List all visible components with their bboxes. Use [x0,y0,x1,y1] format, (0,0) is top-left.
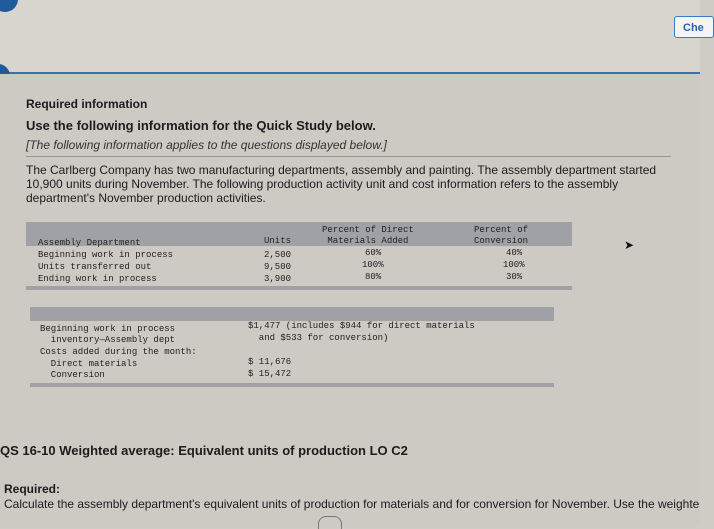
table1-cell-dm: 60% [365,248,382,258]
table2-row-label: Conversion [40,370,105,380]
table1-cell-dm: 100% [362,260,384,270]
table1-cell-conv: 30% [506,272,523,282]
note-text: [The following information applies to the questions displayed below.] [26,138,387,152]
col-conversion-header: Percent of Conversion [474,225,529,246]
question-title: QS 16-10 Weighted average: Equivalent units of production LO C2 [0,443,408,458]
mouse-cursor-icon: ➤ [624,238,635,252]
nav-circle-icon [0,0,18,12]
col-units-header: Units [264,236,292,246]
table2-row-label: Costs added during the month: [40,347,197,357]
table1-cell-units: 3,900 [264,274,292,284]
required-info-heading: Required information [26,97,148,111]
table2-row-value: $1,477 (includes $944 for direct materials [248,321,475,331]
table1-cell-conv: 100% [503,260,525,270]
problem-paragraph: The Carlberg Company has two manufacturing departments, assembly and painting. The assembly department started 10,900 units during November. The following production activity unit and cost information refers to the assembly department's November production activities. [26,163,657,205]
col-direct-materials-header: Percent of Direct Materials Added [322,225,414,246]
table2-header-bar [30,307,554,321]
table1-cell-dm: 80% [365,272,382,282]
table1-row-label: Units transferred out [38,262,152,272]
table1-cell-units: 9,500 [264,262,292,272]
scroll-handle[interactable] [318,516,342,529]
use-following-heading: Use the following information for the Quick Study below. [26,118,376,133]
table2-bottom-bar [30,383,554,387]
table2-row-value: and $533 for conversion) [248,333,389,343]
table1-cell-conv: 40% [506,248,523,258]
table1-cell-units: 2,500 [264,250,292,260]
table1-row-label: Assembly Department [38,238,141,248]
table2-row-label: Direct materials [40,359,138,369]
required-label: Required: [4,482,61,496]
divider-line [26,156,671,157]
table2-row-value: $ 11,676 [248,357,292,367]
check-button[interactable]: Che [674,16,714,38]
table1-row-label: Ending work in process [38,274,157,284]
required-text: Calculate the assembly department's equivalent units of production for materials and for conversion for November. Use the weighte [4,497,700,511]
table1-bottom-bar [26,286,572,290]
table1-row-label: Beginning work in process [38,250,174,260]
table2-row-label: inventory—Assembly dept [40,335,176,345]
table2-row-value: $ 15,472 [248,369,292,379]
top-toolbar-area [0,0,704,72]
table2-row-label: Beginning work in process [40,324,176,334]
